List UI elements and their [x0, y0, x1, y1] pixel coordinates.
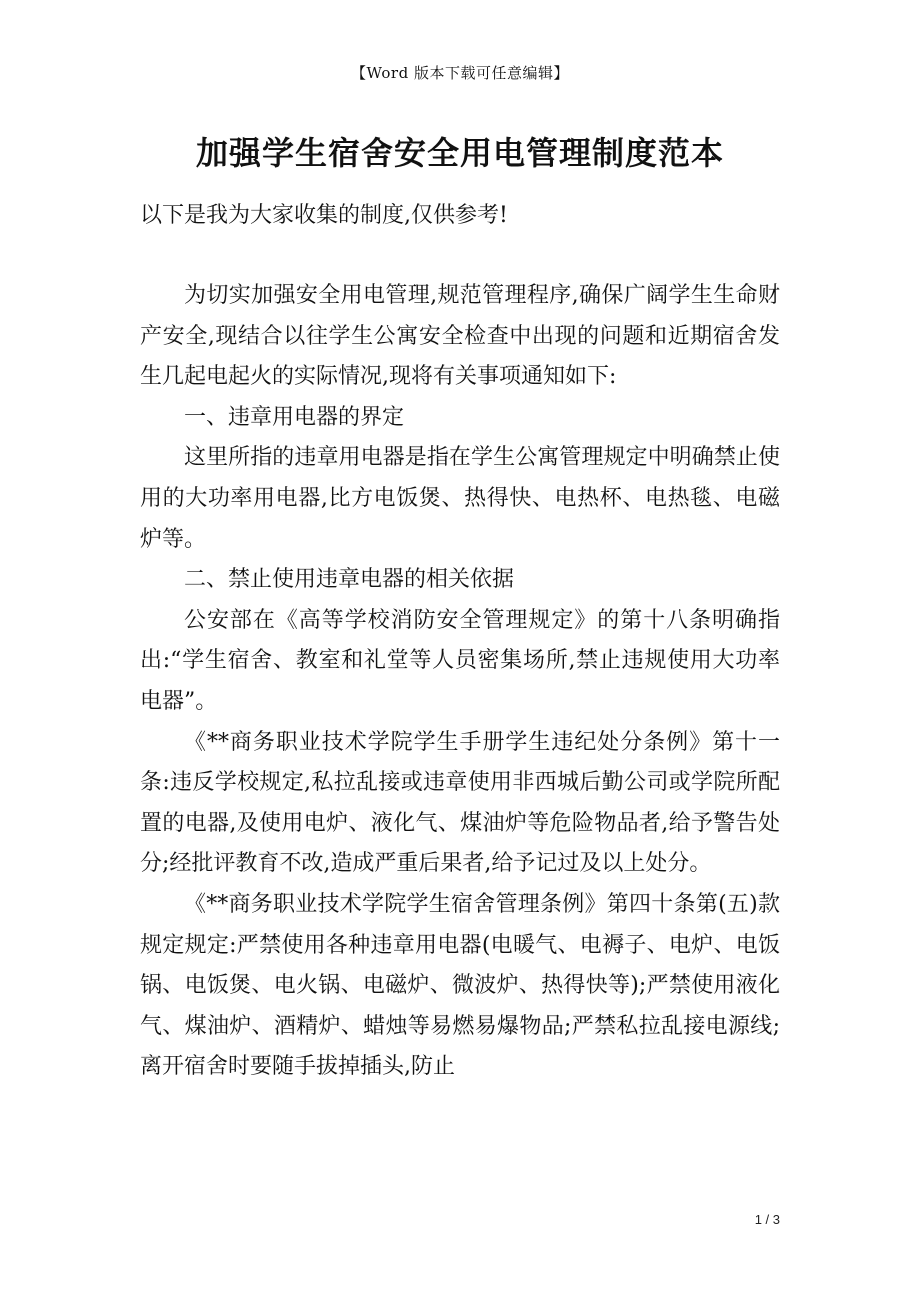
paragraph-preamble: 为切实加强安全用电管理,规范管理程序,确保广阔学生生命财产安全,现结合以往学生公寓安全检查中出现的问题和近期宿舍发生几起电起火的实际情况,现将有关事项通知如下:	[140, 283, 780, 390]
paragraph-dormitory-rules: 《**商务职业技术学院学生宿舍管理条例》第四十条第(五)款规定规定:严禁使用各种违章用电器(电暖气、电褥子、电炉、电饭锅、电饭煲、电火锅、电磁炉、微波炉、热得快等);严禁使用液化气、煤油炉、酒精炉、蜡烛等易燃易爆物品;严禁私拉乱接电源线;离开宿舍时要随手拔掉插头,防止	[140, 891, 780, 1080]
document-body	[140, 276, 780, 1088]
intro-line: 以下是我为大家收集的制度,仅供参考!	[140, 203, 508, 228]
page-number: 1 / 3	[754, 1212, 780, 1227]
paragraph-definition: 这里所指的违章用电器是指在学生公寓管理规定中明确禁止使用的大功率用电器,比方电饭煲、热得快、电热杯、电热毯、电磁炉等。	[140, 445, 780, 552]
document-title: 加强学生宿舍安全用电管理制度范本	[195, 134, 724, 172]
header-note: 【Word 版本下载可任意编辑】	[351, 64, 569, 82]
section-heading-definition: 一、违章用电器的界定	[184, 404, 405, 430]
paragraph-ministry-rule: 公安部在《高等学校消防安全管理规定》的第十八条明确指出:“学生宿舍、教室和礼堂等人员密集场所,禁止违规使用大功率电器”。	[140, 607, 780, 714]
section-heading-basis: 二、禁止使用违章电器的相关依据	[184, 567, 515, 593]
paragraph-student-handbook: 《**商务职业技术学院学生手册学生违纪处分条例》第十一条:违反学校规定,私拉乱接或违章使用非西城后勤公司或学院所配置的电器,及使用电炉、液化气、煤油炉等危险物品者,给予警告处分;经批评教育不改,造成严重后果者,给予记过及以上处分。	[140, 729, 780, 877]
